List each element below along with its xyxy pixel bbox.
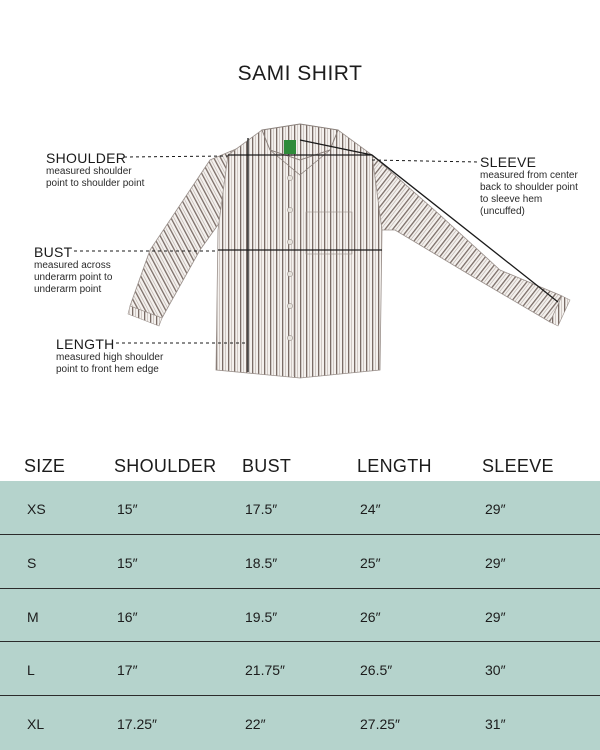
- cell-sleeve: 29″: [485, 501, 506, 517]
- cell-shoulder: 16″: [117, 608, 138, 625]
- shoulder-callout: [46, 150, 156, 190]
- table-row: [0, 696, 600, 750]
- cell-shoulder: 17.25″: [117, 716, 157, 733]
- cell-shoulder: 15″: [117, 501, 138, 517]
- cell-sleeve: 30″: [485, 662, 506, 679]
- cell-bust: 21.75″: [245, 662, 285, 679]
- cell-length: 26″: [360, 608, 381, 625]
- cell-length: 25″: [360, 554, 381, 571]
- size-table-header: [0, 456, 600, 480]
- sleeve-callout-label: SLEEVE: [480, 154, 537, 170]
- table-row: [0, 589, 600, 643]
- cell-sleeve: 29″: [485, 608, 506, 625]
- cell-bust: 17.5″: [245, 501, 278, 517]
- cell-bust: 22″: [245, 716, 266, 733]
- cell-size: L: [27, 662, 35, 679]
- table-row: [0, 481, 600, 535]
- shoulder-callout-label: SHOULDER: [46, 150, 127, 166]
- length-callout: [56, 336, 171, 376]
- shirt-body: [216, 130, 382, 378]
- cell-length: 26.5″: [360, 662, 393, 679]
- cell-size: S: [27, 554, 37, 571]
- shoulder-callout-desc: measured shoulder point to shoulder point: [46, 166, 145, 189]
- cell-bust: 19.5″: [245, 608, 278, 625]
- cell-size: XS: [27, 501, 46, 517]
- cell-size: M: [27, 608, 39, 625]
- header-size: SIZE: [24, 456, 66, 476]
- cell-shoulder: 17″: [117, 662, 138, 679]
- cell-size: XL: [27, 716, 45, 733]
- length-callout-desc: measured high shoulder point to front hem edge: [56, 352, 164, 375]
- bust-callout: [34, 244, 139, 296]
- brand-label-icon: [284, 140, 296, 154]
- cell-sleeve: 29″: [485, 554, 506, 571]
- length-callout-label: LENGTH: [56, 336, 115, 352]
- header-shoulder: SHOULDER: [114, 456, 217, 476]
- table-row: [0, 642, 600, 696]
- cell-length: 27.25″: [360, 716, 400, 733]
- cell-bust: 18.5″: [245, 554, 278, 571]
- header-sleeve: SLEEVE: [482, 456, 554, 476]
- sleeve-callout-desc: measured from center back to shoulder point to sleeve hem (uncuffed): [480, 170, 578, 217]
- cell-sleeve: 31″: [485, 716, 506, 733]
- bust-callout-label: BUST: [34, 244, 73, 260]
- cell-shoulder: 15″: [117, 554, 138, 571]
- header-bust: BUST: [242, 456, 292, 476]
- bust-callout-desc: measured across underarm point to underarm point: [34, 260, 113, 295]
- header-length: LENGTH: [357, 456, 432, 476]
- page-title: SAMI SHIRT: [237, 62, 363, 85]
- sleeve-callout: [480, 154, 580, 218]
- table-row: [0, 535, 600, 589]
- size-table-body: [0, 481, 600, 750]
- cell-length: 24″: [360, 501, 381, 517]
